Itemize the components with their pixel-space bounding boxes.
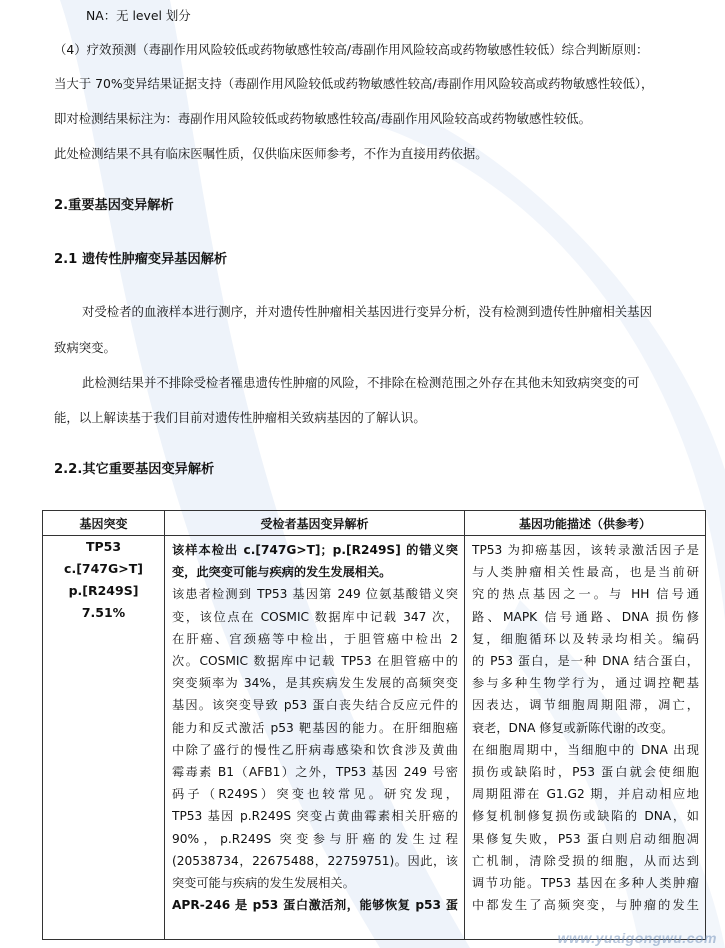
analysis-line: TP53 基因 p.R249S 突变占黄曲霉素相关肝癌的 xyxy=(172,809,458,824)
analysis-line: 突变可能与疾病的发生发展相关。 xyxy=(172,876,355,891)
efficacy-line-1: （4）疗效预测（毒副作用风险较低或药物敏感性较高/毒副作用风险较高或药物敏感性较低）综合判断原则： xyxy=(54,42,649,57)
na-note: NA：无 level 划分 xyxy=(86,8,191,23)
function-description-cell xyxy=(465,536,706,940)
analysis-line: 中除了盛行的慢性乙肝病毒感染和饮食涉及黄曲 xyxy=(172,742,458,757)
header-function-description: 基因功能描述（供参考） xyxy=(465,511,706,536)
header-variant-analysis: 受检者基因变异解析 xyxy=(165,511,465,536)
analysis-line: 90%，p.R249S 突变参与肝癌的发生过程 xyxy=(172,831,458,846)
function-line: 因表达，调节细胞周期阻滞，凋亡， xyxy=(472,698,699,713)
section-heading-2-2: 2.2.其它重要基因变异解析 xyxy=(54,462,215,477)
table-row xyxy=(43,536,706,940)
function-line: TP53 为抑癌基因，该转录激活因子是 xyxy=(472,543,699,557)
function-line: 衰老，DNA 修复或新陈代谢的改变。 xyxy=(472,720,674,735)
function-line: 亡机制，清除受损的细胞，从而达到 xyxy=(472,853,699,868)
table-header-row xyxy=(43,511,706,536)
gene-cell xyxy=(43,536,165,940)
section-heading-2: 2.重要基因变异解析 xyxy=(54,198,174,213)
variant-analysis-cell xyxy=(165,536,465,940)
analysis-line: APR-246 是 p53 蛋白激活剂，能够恢复 p53 蛋 xyxy=(172,898,458,913)
gene-cdna-change: c.[747G>T] xyxy=(64,561,143,576)
hereditary-para-2-line-1: 此检测结果并不排除受检者罹患遗传性肿瘤的风险，不排除在检测范围之外存在其他未知致病突变的可 xyxy=(82,375,640,390)
hereditary-para-2-line-2: 能，以上解读基于我们目前对遗传性肿瘤相关致病基因的了解认识。 xyxy=(54,410,426,425)
function-line: 果修复失败，P53 蛋白则启动细胞凋 xyxy=(472,831,699,846)
analysis-line: 该患者检测到 TP53 基因第 249 位氨基酸错义突 xyxy=(172,587,458,602)
gene-variant-table xyxy=(42,510,706,940)
analysis-line: 霉毒素 B1（AFB1）之外，TP53 基因 249 号密 xyxy=(172,765,458,780)
function-line: 参与多种生物学行为，通过调控靶基 xyxy=(472,676,699,691)
function-line: 调节功能。TP53 基因在多种人类肿瘤 xyxy=(472,876,699,891)
efficacy-line-2: 当大于 70%变异结果证据支持（毒副作用风险较低或药物敏感性较高/毒副作用风险较高或药物敏感性较低）， xyxy=(54,76,654,91)
analysis-line: 该样本检出 c.[747G>T]；p.[R249S] 的错义突 xyxy=(172,543,458,557)
function-line: 在细胞周期中，当细胞中的 DNA 出现 xyxy=(472,742,699,757)
function-line: 中都发生了高频突变，与肿瘤的发生 xyxy=(472,898,699,913)
function-line: 与人类肿瘤相关性最高，也是当前研 xyxy=(472,565,699,580)
hereditary-para-1-line-2: 致病突变。 xyxy=(54,340,116,355)
analysis-line: 基因。该突变导致 p53 蛋白丧失结合反应元件的 xyxy=(172,698,458,713)
gene-protein-change: p.[R249S] xyxy=(68,583,139,598)
analysis-line: 码子（R249S）突变也较常见。研究发现， xyxy=(172,787,458,802)
hereditary-para-1-line-1: 对受检者的血液样本进行测序，并对遗传性肿瘤相关基因进行变异分析，没有检测到遗传性肿瘤相关基因 xyxy=(82,304,652,319)
analysis-line: 能力和反式激活 p53 靶基因的能力。在肝细胞癌 xyxy=(172,720,458,735)
analysis-line: 次。COSMIC 数据库中记载 TP53 在胆管癌中的 xyxy=(172,654,458,669)
analysis-line: (20538734，22675488，22759751)。因此，该 xyxy=(172,853,458,868)
function-line: 周期阻滞在 G1.G2 期，并启动相应地 xyxy=(472,787,699,802)
gene-name: TP53 xyxy=(85,539,122,554)
gene-mutation-frequency: 7.51% xyxy=(81,605,126,620)
function-line: 复，细胞循环以及转录均相关。编码 xyxy=(472,631,699,646)
site-watermark: www.yuaigongwu.com xyxy=(557,930,717,946)
header-gene-mutation: 基因突变 xyxy=(43,511,165,536)
function-line: 损伤或缺陷时，P53 蛋白就会使细胞 xyxy=(472,765,699,780)
function-line: 究的热点基因之一。与 HH 信号通 xyxy=(472,587,699,602)
analysis-line: 变，此突变可能与疾病的发生发展相关。 xyxy=(172,565,392,580)
function-line: 的 P53 蛋白，是一种 DNA 结合蛋白， xyxy=(472,654,699,669)
analysis-line: 变，该位点在 COSMIC 数据库中记载 347 次， xyxy=(172,609,458,624)
function-line: 路、MAPK 信号通路、DNA 损伤修 xyxy=(472,609,699,624)
section-heading-2-1: 2.1 遗传性肿瘤变异基因解析 xyxy=(54,252,228,267)
disclaimer-text: 此处检测结果不具有临床医嘱性质，仅供临床医师参考，不作为直接用药依据。 xyxy=(54,146,488,161)
function-line: 修复机制修复损伤或缺陷的 DNA，如 xyxy=(472,809,699,824)
efficacy-line-3: 即对检测结果标注为：毒副作用风险较低或药物敏感性较高/毒副作用风险较高或药物敏感性较低。 xyxy=(54,111,591,126)
analysis-line: 突变频率为 34%，是其疾病发生发展的高频突变 xyxy=(172,676,458,691)
analysis-line: 在肝癌、宫颈癌等中检出，于胆管癌中检出 2 xyxy=(172,631,458,646)
